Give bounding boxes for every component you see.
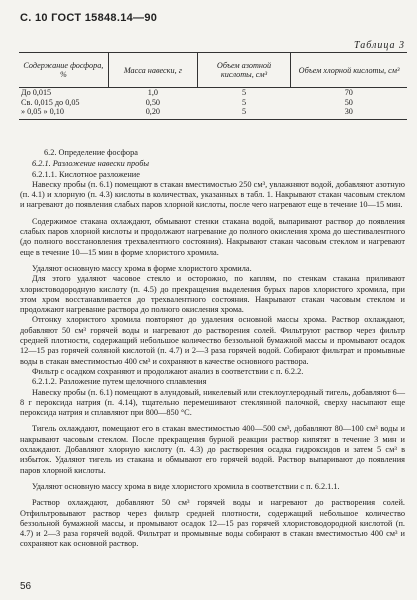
column-header: Масса навески, г [108, 53, 197, 88]
paragraph: Раствор охлаждают, добавляют 50 см³ горячей воды и нагревают до растворения солей. Отфильтровывают раствор через фильтр средней плотности, содержащий небольшое количество беззольной бумажной массы, и промывают осадок 12—15 раз горячей хлористоводородной кислотой (п. 4.7) и 2—3 раза горячей водой. Фильтрат и промывные воды собирают в стакан вместимостью 400 см³ и сохраняют как основной раствор. [20, 498, 405, 549]
table-cell: 70 [344, 88, 353, 97]
page-header [20, 12, 157, 24]
section-heading: 6.2. Определение фосфора [44, 148, 138, 157]
table-cell: 5 [197, 107, 290, 119]
page-number: 56 [20, 581, 32, 592]
table-row [19, 107, 407, 119]
table-cell: » 0,05 » 0,10 [19, 107, 108, 119]
doc-code: ГОСТ 15848.14—90 [51, 12, 158, 24]
table-cell: 30 [291, 107, 407, 119]
paragraph: Содержимое стакана охлаждают, обмывают стенки стакана водой, выпаривают раствор до появления слабых паров хлорной кислоты и продолжают нагревание до полного окисления хрома до шестивалентного (до полного восстановления трехвалентного состояния). Накрывают стакан часовым стеклом и нагревают еще в течение 10—15 мин в форме хлористого хромила. [20, 216, 405, 257]
paragraph: Фильтр с осадком сохраняют и продолжают анализ в соответствии с п. 6.2.2. [32, 366, 304, 376]
table-cell: 5 [241, 97, 247, 107]
column-header: Объем хлорной кислоты, см³ [291, 53, 407, 88]
paragraph: Навеску пробы (п. 6.1) помещают в алундовый, никелевый или стеклоуглеродный тигель, добавляют 6—8 г пероксида натрия (п. 4.14), тщательно перемешивают стеклянной палочкой, сверху насыпают еще пероксида натрия и сплавляют при 800—850 °С. [20, 387, 405, 418]
table-label: Таблица 3 [354, 40, 405, 51]
table-cell: 1,0 [147, 88, 158, 97]
body-text [20, 148, 405, 550]
table-cell: 0,50 [145, 97, 161, 107]
table-row [19, 88, 407, 98]
table-cell: До 0,015 [21, 88, 52, 97]
paragraph: Тигель охлаждают, помещают его в стакан вместимостью 400—500 см³, добавляют 80—100 см³ воды и накрывают часовым стеклом. После прекращения бурной реакции раствор кипятят в течение 3 мин и охлаждают. Добавляют хлорную кислоту (п. 4.3) до растворения осадка гидроксидов и затем 5 см³ в избыток. Удаляют тигель из стакана и обмывают его горячей водой. Раствор выпаривают до появления паров хлорной кислоты. [20, 424, 405, 475]
table-header-row [19, 53, 407, 88]
column-header: Содержание фосфора, % [19, 53, 108, 88]
column-header: Объем азотной кислоты, см³ [197, 53, 290, 88]
paragraph: Удаляют основную массу хрома в форме хлористого хромила. [32, 263, 252, 273]
data-table [19, 52, 407, 120]
table-row [19, 98, 407, 108]
paragraph: Для этого удаляют часовое стекло и осторожно, по каплям, по стенкам стакана приливают хлористоводородную кислоту (п. 4.5) до прекращения выделения бурых паров хлористого хромила, при этом хром восстанавливается до трехвалентного состояния. Накрывают стакан часовым стеклом и продолжают нагревание раствора до полного окисления хрома. [20, 274, 405, 315]
paragraph-heading: 6.2.1.2. Разложение путем щелочного сплавления [32, 377, 207, 387]
page-prefix: С. 10 [20, 12, 48, 24]
paragraph: Навеску пробы (п. 6.1) помещают в стакан вместимостью 250 см³, увлажняют водой, добавляют азотную (п. 4.1) и хлорную (п. 4.3) кислоты в количествах, указанных в табл. 1. Накрывают стакан часовым стеклом и нагревают до появления слабых паров хлорной кислоты, после чего нагревают еще в течение 10—15 мин. [20, 179, 405, 210]
subsection-heading: 6.2.1. Разложение навески пробы [32, 159, 149, 169]
table-cell: 50 [344, 97, 353, 107]
table-cell: 0,20 [108, 107, 197, 119]
table-cell: 5 [241, 88, 247, 97]
paragraph: Отгонку хлористого хромила повторяют до удаления основной массы хрома. Раствор охлаждают, добавляют 50 см³ горячей воды и нагревают до растворения солей. Фильтруют раствор через фильтр средней плотности, содержащий небольшое количество беззольной бумажной массы и промывают осадок 12—15 раз горячей соляной кислотой (п. 4.7) и 2—3 раза горячей водой. Собирают фильтрат и промывные воды в стакан вместимостью 400 см³ и сохраняют в качестве основного раствора. [20, 315, 405, 366]
paragraph: Удаляют основную массу хрома в виде хлористого хромила в соответствии с п. 6.2.1.1. [32, 481, 340, 491]
subsubsection-heading: 6.2.1.1. Кислотное разложение [32, 169, 140, 179]
table-cell: Св. 0,015 до 0,05 [21, 97, 80, 107]
